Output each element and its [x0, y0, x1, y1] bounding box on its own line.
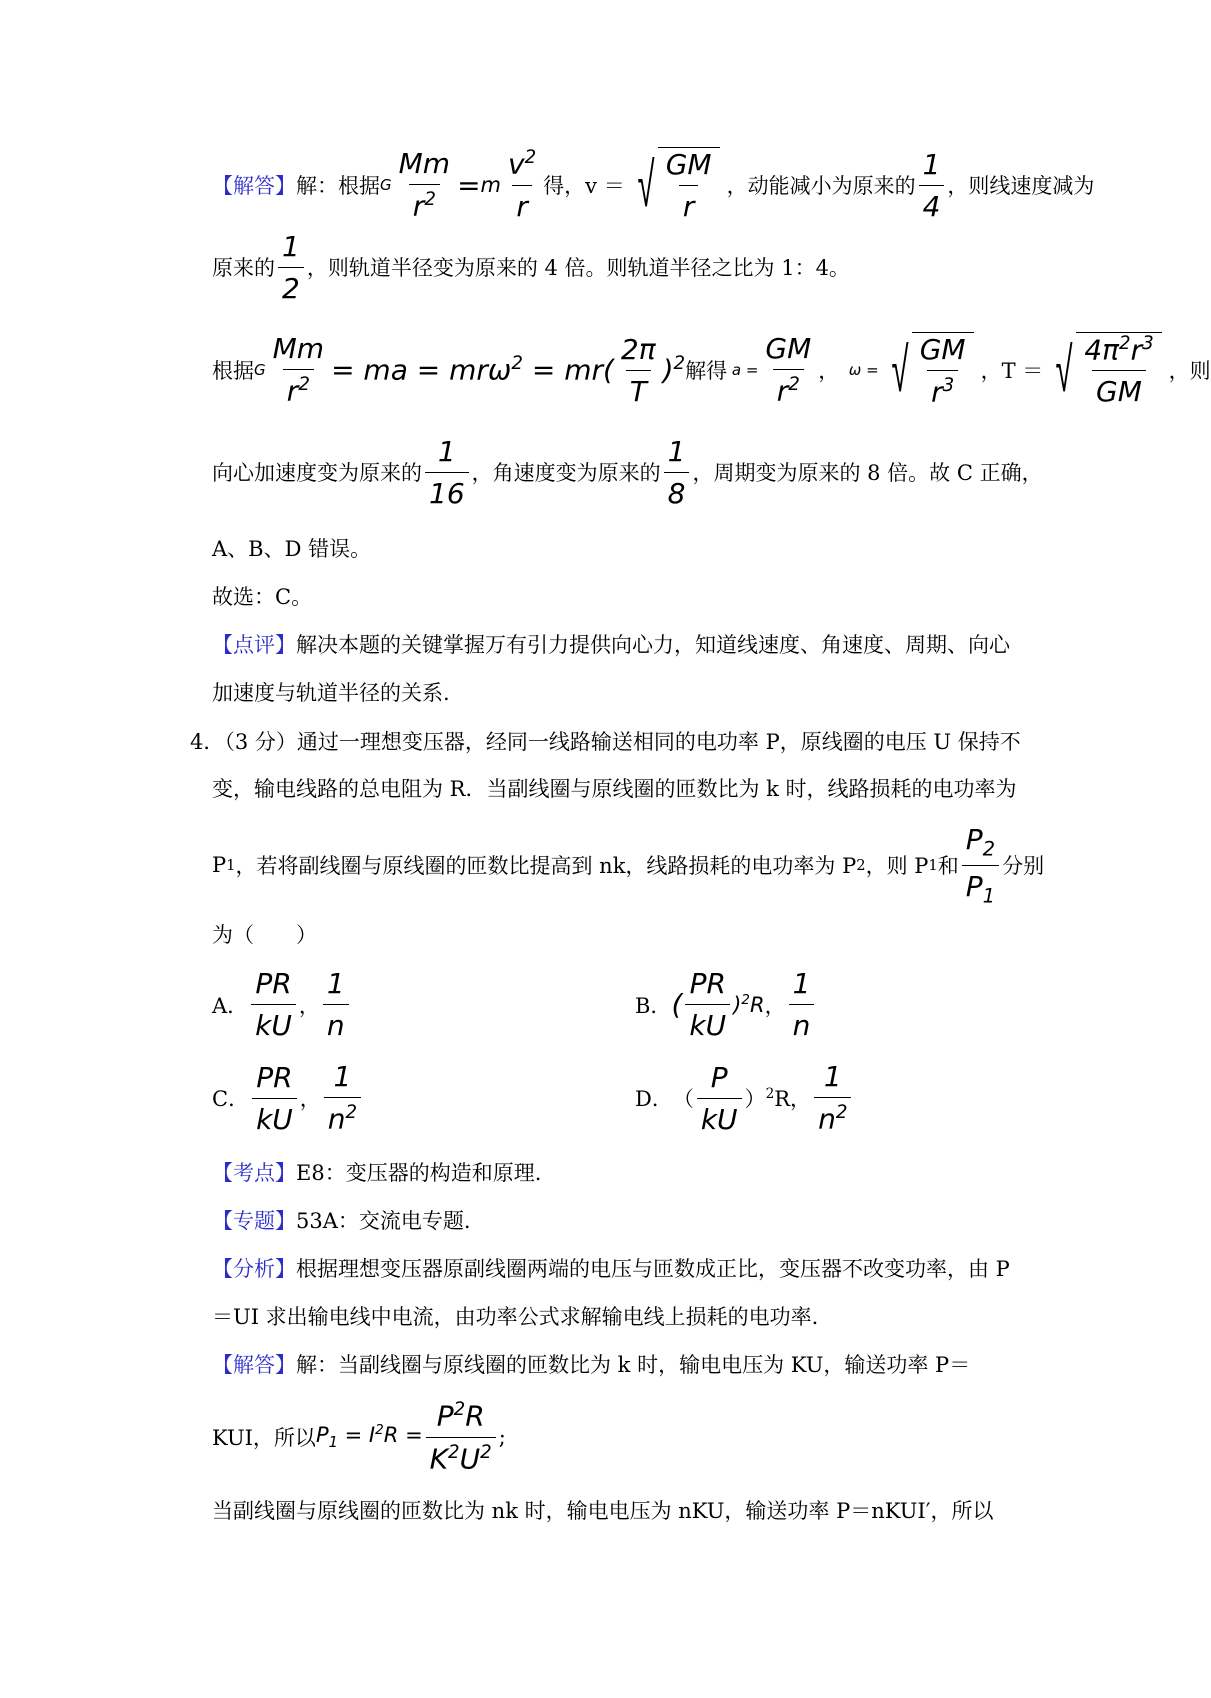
formula: = ma = mrω$^2$ = mr( [331, 353, 614, 387]
text: 分别 [1002, 854, 1045, 878]
fenxi-line-2 [212, 1300, 1028, 1332]
text: ， [818, 359, 840, 383]
q3-comment-line-2 [212, 676, 1028, 708]
formula: G [254, 361, 266, 379]
text: ，T ＝ [980, 359, 1044, 383]
text: 根据 [212, 359, 254, 383]
formula-fraction: $\frac{P_2}{P_1}$ [962, 823, 999, 907]
formula: m [480, 173, 501, 197]
formula-fraction: $\frac{2\pi}{T}$ [620, 332, 656, 408]
text: ，则 P [865, 854, 929, 878]
formula: )$^2$ [662, 353, 686, 387]
text: ，则线速度减为 [947, 174, 1095, 198]
text: 解：当副线圈与原线圈的匝数比为 k 时，输电电压为 KU，输送功率 P＝ [296, 1353, 971, 1377]
formula: G [380, 176, 392, 194]
q3-answer-line-2 [212, 229, 1028, 305]
kaodian-line [212, 1156, 1028, 1188]
text: ，角速度变为原来的 [471, 461, 661, 485]
text: 根据理想变压器原副线圈两端的电压与匝数成正比，变压器不改变功率，由 P [296, 1257, 1010, 1281]
formula-fraction: $\frac{1}{n}$ [789, 967, 815, 1042]
formula-fraction: $\frac{1}{8}$ [664, 435, 690, 510]
formula-fraction: $\frac{1}{2}$ [278, 230, 304, 305]
comment-tag: 【点评】 [212, 633, 296, 657]
text: 为（ ） [212, 923, 317, 947]
formula: $P_1 = I^2R$ = [315, 1422, 423, 1452]
q3-answer-line-5 [212, 532, 1028, 564]
text: 故选：C。 [212, 585, 313, 609]
text: ，若将副线圈与原线圈的匝数比提高到 nk，线路损耗的电功率为 P [235, 854, 857, 878]
q3-answer-line-1 [212, 140, 1095, 230]
formula-fraction: $\frac{Mm}{r^2}$ [398, 147, 451, 223]
formula-fraction: $\frac{P}{kU}$ [697, 1061, 742, 1136]
text: 和 [937, 854, 959, 878]
text: 解决本题的关键掌握万有引力提供向心力，知道线速度、角速度、周期、向心 [296, 633, 1010, 657]
formula: = [457, 168, 481, 202]
formula-sqrt: √ $\frac{GM}{r^3}$ [883, 332, 977, 408]
option-c[interactable]: C． $\frac{PR}{kU}$ ， $\frac{1}{n^2}$ [212, 1053, 364, 1143]
formula-fraction: $\frac{1}{n^2}$ [814, 1060, 851, 1135]
formula-fraction: $\frac{1}{n^2}$ [324, 1060, 361, 1135]
text: 变，输电线路的总电阻为 R．当副线圈与原线圈的匝数比为 k 时，线路损耗的电功率为 [212, 777, 1017, 801]
formula-fraction: $\frac{P^2R}{K^2U^2}$ [426, 1399, 496, 1475]
text: P [212, 853, 227, 877]
jieda-line-1 [212, 1348, 1028, 1380]
text: KUI，所以 [212, 1426, 316, 1450]
q4-stem-line-3: P 1 ，若将副线圈与原线圈的匝数比提高到 nk，线路损耗的电功率为 P 2 ，则 P 1 和 $\frac{P_2}{P_1}$ 分别 [212, 822, 1045, 908]
jieda-line-2 [212, 1392, 1028, 1482]
formula-fraction: $\frac{PR}{kU}$ [685, 967, 730, 1042]
formula-fraction: $\frac{GM}{r^2}$ [765, 332, 812, 408]
formula-fraction: $\frac{v^2}{r}$ [508, 147, 537, 223]
formula: a = [727, 361, 759, 379]
text: 当副线圈与原线圈的匝数比为 nk 时，输电电压为 nKU，输送功率 P＝nKUI′，所以 [212, 1499, 994, 1523]
option-label: C． [212, 1087, 250, 1111]
jieda-tag: 【解答】 [212, 1353, 296, 1377]
q3-answer-line-6 [212, 580, 1028, 612]
formula-fraction: $\frac{PR}{kU}$ [252, 1061, 297, 1136]
zhuanti-line [212, 1204, 1028, 1236]
answer-tag: 【解答】 [212, 174, 296, 198]
zhuanti-tag: 【专题】 [212, 1209, 296, 1233]
option-b[interactable]: B． ( $\frac{PR}{kU}$ )$^2$R ， $\frac{1}{n}$ [635, 962, 817, 1047]
text: A、B、D 错误。 [212, 537, 372, 561]
formula-sqrt: √ $\frac{GM}{r}$ [629, 147, 723, 223]
text: ＝UI 求出输电线中电流，由功率公式求解输电线上损耗的电功率. [212, 1305, 819, 1329]
text: ，周期变为原来的 8 倍。故 C 正确， [692, 461, 1043, 485]
jieda-line-3 [212, 1494, 1028, 1526]
formula-fraction: $\frac{PR}{kU}$ [251, 967, 296, 1042]
q4-stem-line-1 [190, 725, 1028, 757]
formula-fraction: $\frac{1}{n}$ [323, 967, 349, 1042]
text: 向心加速度变为原来的 [212, 461, 422, 485]
formula-fraction: $\frac{1}{4}$ [919, 148, 945, 223]
text: 解：根据 [296, 174, 380, 198]
option-d[interactable]: D． （ $\frac{P}{kU}$ ）$^2$R， $\frac{1}{n^2}$ [635, 1053, 854, 1143]
text: ，动能减小为原来的 [726, 174, 916, 198]
option-label: A． [212, 993, 249, 1018]
fenxi-line-1 [212, 1252, 1028, 1284]
text: ，则 [1168, 359, 1211, 383]
q3-comment-line-1 [212, 628, 1028, 660]
option-label: D． [635, 1087, 673, 1111]
formula: ω = [839, 361, 879, 379]
text: 加速度与轨道半径的关系. [212, 681, 450, 705]
text: ，则轨道半径变为原来的 4 倍。则轨道半径之比为 1：4。 [306, 256, 850, 280]
formula-fraction: $\frac{Mm}{r^2}$ [272, 332, 325, 408]
text: E8：变压器的构造和原理. [296, 1161, 542, 1185]
q4-stem-line-2 [212, 772, 1028, 804]
q3-answer-line-4 [212, 432, 1043, 512]
text: ; [498, 1425, 506, 1449]
text: 53A：交流电专题. [296, 1209, 471, 1233]
fenxi-tag: 【分析】 [212, 1257, 296, 1281]
option-a[interactable]: A． $\frac{PR}{kU}$ ， $\frac{1}{n}$ [212, 962, 352, 1047]
kaodian-tag: 【考点】 [212, 1161, 296, 1185]
option-label: B． [635, 993, 672, 1018]
text: 得，v ＝ [543, 174, 625, 198]
text: 解得 [685, 359, 728, 383]
formula-sqrt: √ $\frac{4\pi^2r^3}{GM}$ [1047, 332, 1164, 408]
text: 原来的 [212, 256, 275, 280]
formula-fraction: $\frac{1}{16}$ [425, 435, 469, 510]
text: 4．（3 分）通过一理想变压器，经同一线路输送相同的电功率 P，原线圈的电压 U 保持不 [190, 730, 1021, 754]
q3-answer-line-3 [212, 325, 1211, 415]
q4-stem-line-4 [212, 918, 1028, 950]
